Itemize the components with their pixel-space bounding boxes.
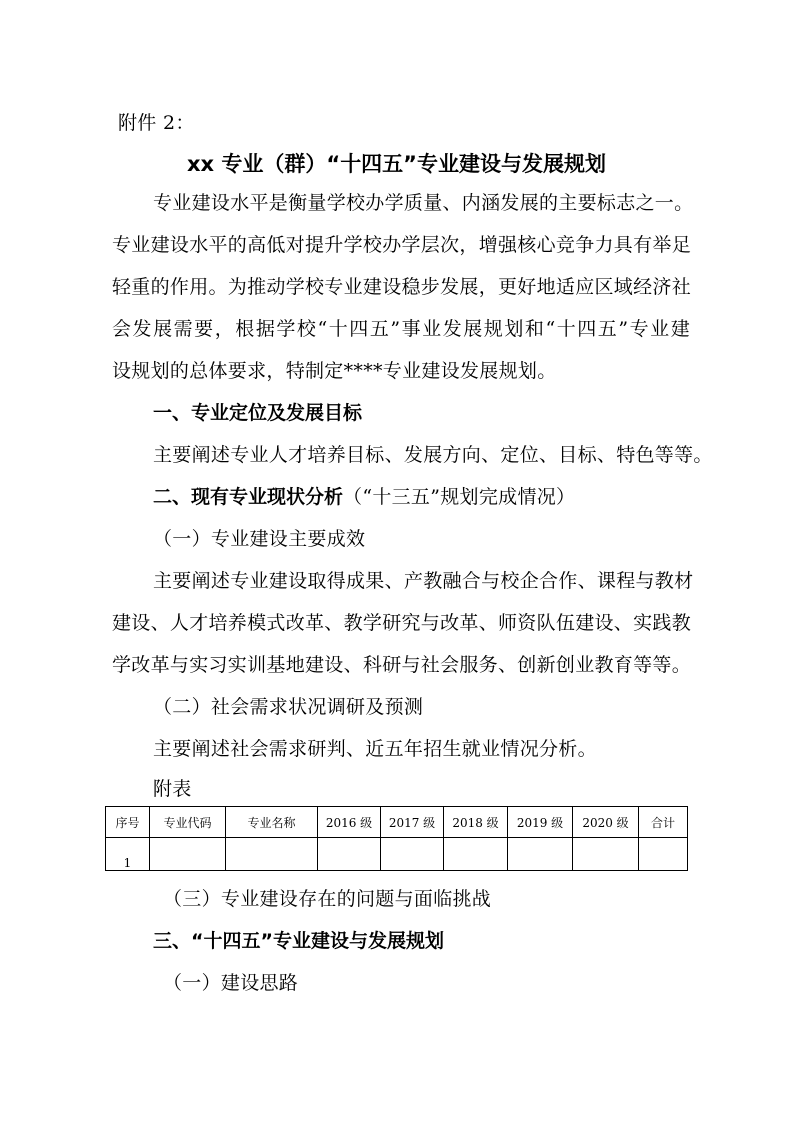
intro-line-5: 设规划的总体要求，特制定****专业建设发展规划。 xyxy=(112,360,557,382)
intro-line-1: 专业建设水平是衡量学校办学质量、内涵发展的主要标志之一。 xyxy=(153,192,694,214)
intro-line-3: 轻重的作用。为推动学校专业建设稳步发展，更好地适应区域经济社 xyxy=(112,276,692,298)
section2-heading xyxy=(153,482,575,509)
section2-sub2-heading: （二）社会需求状况调研及预测 xyxy=(153,696,424,718)
table-cell xyxy=(226,838,318,871)
intro-line-2: 专业建设水平的高低对提升学校办学层次，增强核心竞争力具有举足 xyxy=(112,234,692,256)
section2-sub3-heading: （三）专业建设存在的问题与面临挑战 xyxy=(163,888,492,910)
table-cell xyxy=(573,838,639,871)
section3-heading: 三、“十四五”专业建设与发展规划 xyxy=(153,930,444,952)
table-cell xyxy=(381,838,444,871)
section2-sub1-line-3: 学改革与实习实训基地建设、科研与社会服务、创新创业教育等等。 xyxy=(112,654,692,676)
table-header-cell: 合计 xyxy=(639,807,688,838)
table-header-cell: 2016 级 xyxy=(318,807,381,838)
table-header-cell: 专业代码 xyxy=(150,807,226,838)
enrollment-table xyxy=(105,806,688,871)
section2-sub1-heading: （一）专业建设主要成效 xyxy=(153,528,366,550)
table-cell xyxy=(639,838,688,871)
table-cell xyxy=(444,838,508,871)
attachment-label: 附件 2： xyxy=(118,112,195,134)
table-header-row xyxy=(106,807,688,838)
table-header-cell: 2017 级 xyxy=(381,807,444,838)
section2-sub1-line-1: 主要阐述专业建设取得成果、产教融合与校企合作、课程与教材 xyxy=(153,570,694,592)
table-header-cell: 2020 级 xyxy=(573,807,639,838)
table-header-cell: 序号 xyxy=(106,807,150,838)
intro-line-4: 会发展需要，根据学校“十四五”事业发展规划和“十四五”专业建 xyxy=(112,318,690,340)
section2-heading-note: （“十三五”规划完成情况） xyxy=(343,486,576,508)
section1-body: 主要阐述专业人才培养目标、发展方向、定位、目标、特色等等。 xyxy=(153,444,713,466)
table-header-cell: 2019 级 xyxy=(508,807,573,838)
table-caption: 附表 xyxy=(153,778,192,800)
section2-heading-title: 二、现有专业现状分析 xyxy=(153,486,344,508)
section3-sub1-heading: （一）建设思路 xyxy=(163,972,299,994)
section2-sub2-body: 主要阐述社会需求研判、近五年招生就业情况分析。 xyxy=(153,738,597,760)
section1-heading: 一、专业定位及发展目标 xyxy=(153,402,363,424)
table-cell: 1 xyxy=(106,838,150,871)
table-row xyxy=(106,838,688,871)
document-title: xx 专业（群）“十四五”专业建设与发展规划 xyxy=(186,152,606,176)
section2-sub1-line-2: 建设、人才培养模式改革、教学研究与改革、师资队伍建设、实践教 xyxy=(112,612,692,634)
table-cell xyxy=(150,838,226,871)
table-cell xyxy=(318,838,381,871)
table-cell xyxy=(508,838,573,871)
table-header-cell: 专业名称 xyxy=(226,807,318,838)
table-header-cell: 2018 级 xyxy=(444,807,508,838)
